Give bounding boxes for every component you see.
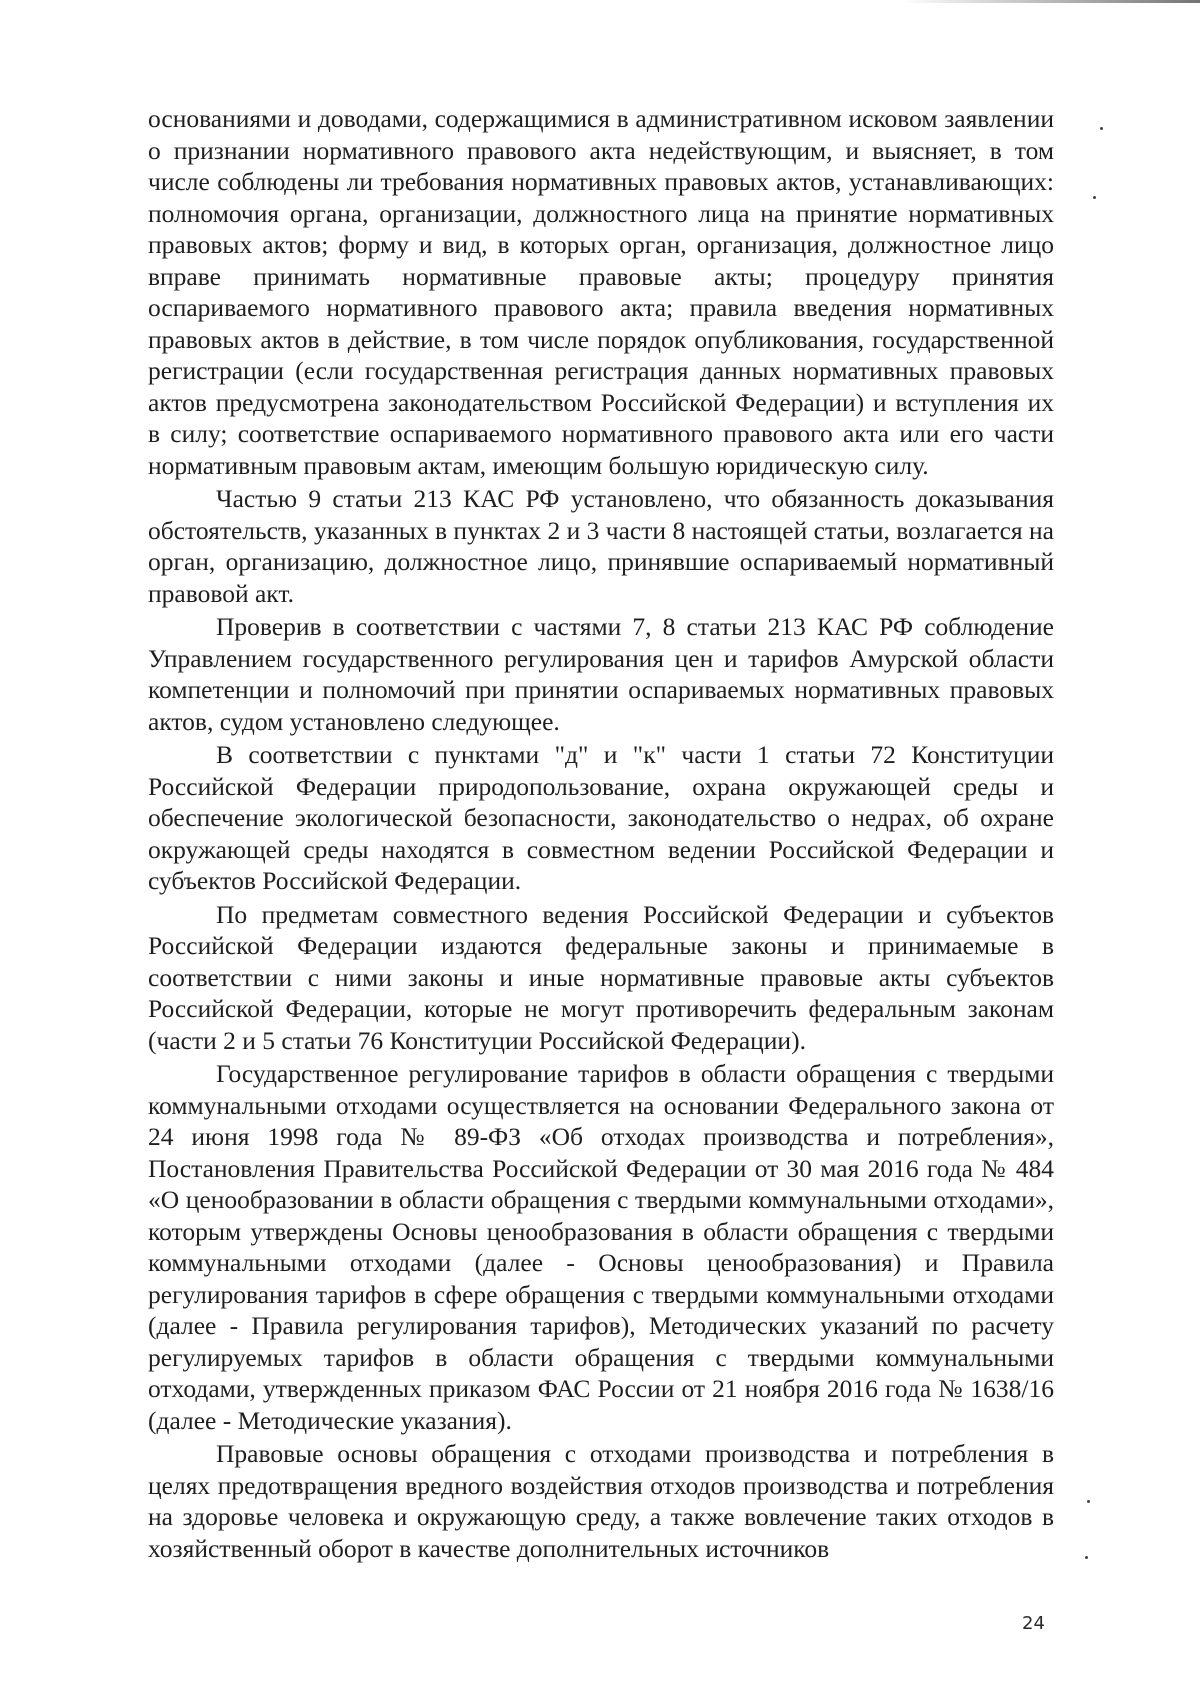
paragraph-legal-basis: Правовые основы обращения с отходами производства и потребления в целях предотвращения вредного воздействия отходов производства и потребления на здоровье человека и окружающую среду, а также вовлечение таких отходов в хозяйственный оборот в качестве дополнительных источников — [148, 1439, 1054, 1563]
paragraph-constitution-article-76: По предметам совместного ведения Российской Федерации и субъектов Российской Федерации издаются федеральные законы и принимаемые в соответствии с ними законы и иные нормативные правовые акты субъектов Российской Федерации, которые не могут противоречить федеральным законам (части 2 и 5 статьи 76 Конституции Российской Федерации). — [148, 899, 1054, 1055]
scan-speck — [1087, 1500, 1090, 1503]
scan-edge-shadow — [900, 0, 1200, 3]
paragraph-constitution-article-72: В соответствии с пунктами "д" и "к" части 1 статьи 72 Конституции Российской Федерации природопользование, охрана окружающей среды и обеспечение экологической безопасности, законодательство о недрах, об охране окружающей среды находятся в совместном ведении Российской Федерации и субъектов Российской Федерации. — [148, 740, 1054, 895]
scan-speck — [1085, 1556, 1088, 1559]
scan-speck — [1093, 196, 1096, 199]
paragraph-continuation: основаниями и доводами, содержащимися в административном исковом заявлении о признании нормативного правового акта недействующим, и выясняет, в том числе соблюдены ли требования нормативных правовых актов, устанавливающих: полномочия органа, организации, должностного лица на принятие нормативных правовых актов; форму и вид, в которых орган, организация, должностное лицо вправе принимать нормативные правовые акты; процедуру принятия оспариваемого нормативного правового акта; правила введения нормативных правовых актов в действие, в том числе порядок опубликования, государственной регистрации (если государственная регистрация данных нормативных правовых актов предусмотрена законодательством Российской Федерации) и вступления их в силу; соответствие оспариваемого нормативного правового акта или его части нормативным правовым актам, имеющим большую юридическую силу. — [148, 104, 1054, 480]
document-body — [148, 103, 1054, 1564]
page-number: 24 — [1022, 1613, 1045, 1634]
scan-speck — [1100, 127, 1103, 130]
paragraph-verification: Проверив в соответствии с частями 7, 8 статьи 213 КАС РФ соблюдение Управлением государственного регулирования цен и тарифов Амурской области компетенции и полномочий при принятии оспариваемых нормативных правовых актов, судом установлено следующее. — [148, 612, 1054, 736]
paragraph-tariff-regulation: Государственное регулирование тарифов в области обращения с твердыми коммунальными отходами осуществляется на основании Федерального закона от 24 июня 1998 года № 89-ФЗ «Об отходах производства и потребления», Постановления Правительства Российской Федерации от 30 мая 2016 года № 484 «О ценообразовании в области обращения с твердыми коммунальными отходами», которым утверждены Основы ценообразования в области обращения с твердыми коммунальными отходами (далее - Основы ценообразования) и Правила регулирования тарифов в сфере обращения с твердыми коммунальными отходами (далее - Правила регулирования тарифов), Методических указаний по расчету регулируемых тарифов в области обращения с твердыми коммунальными отходами, утвержденных приказом ФАС России от 21 ноября 2016 года № 1638/16 (далее - Методические указания). — [148, 1059, 1054, 1435]
paragraph-kas-article-213-part-9: Частью 9 статьи 213 КАС РФ установлено, что обязанность доказывания обстоятельств, указанных в пунктах 2 и 3 части 8 настоящей статьи, возлагается на орган, организацию, должностное лицо, принявшие оспариваемый нормативный правовой акт. — [148, 484, 1054, 608]
